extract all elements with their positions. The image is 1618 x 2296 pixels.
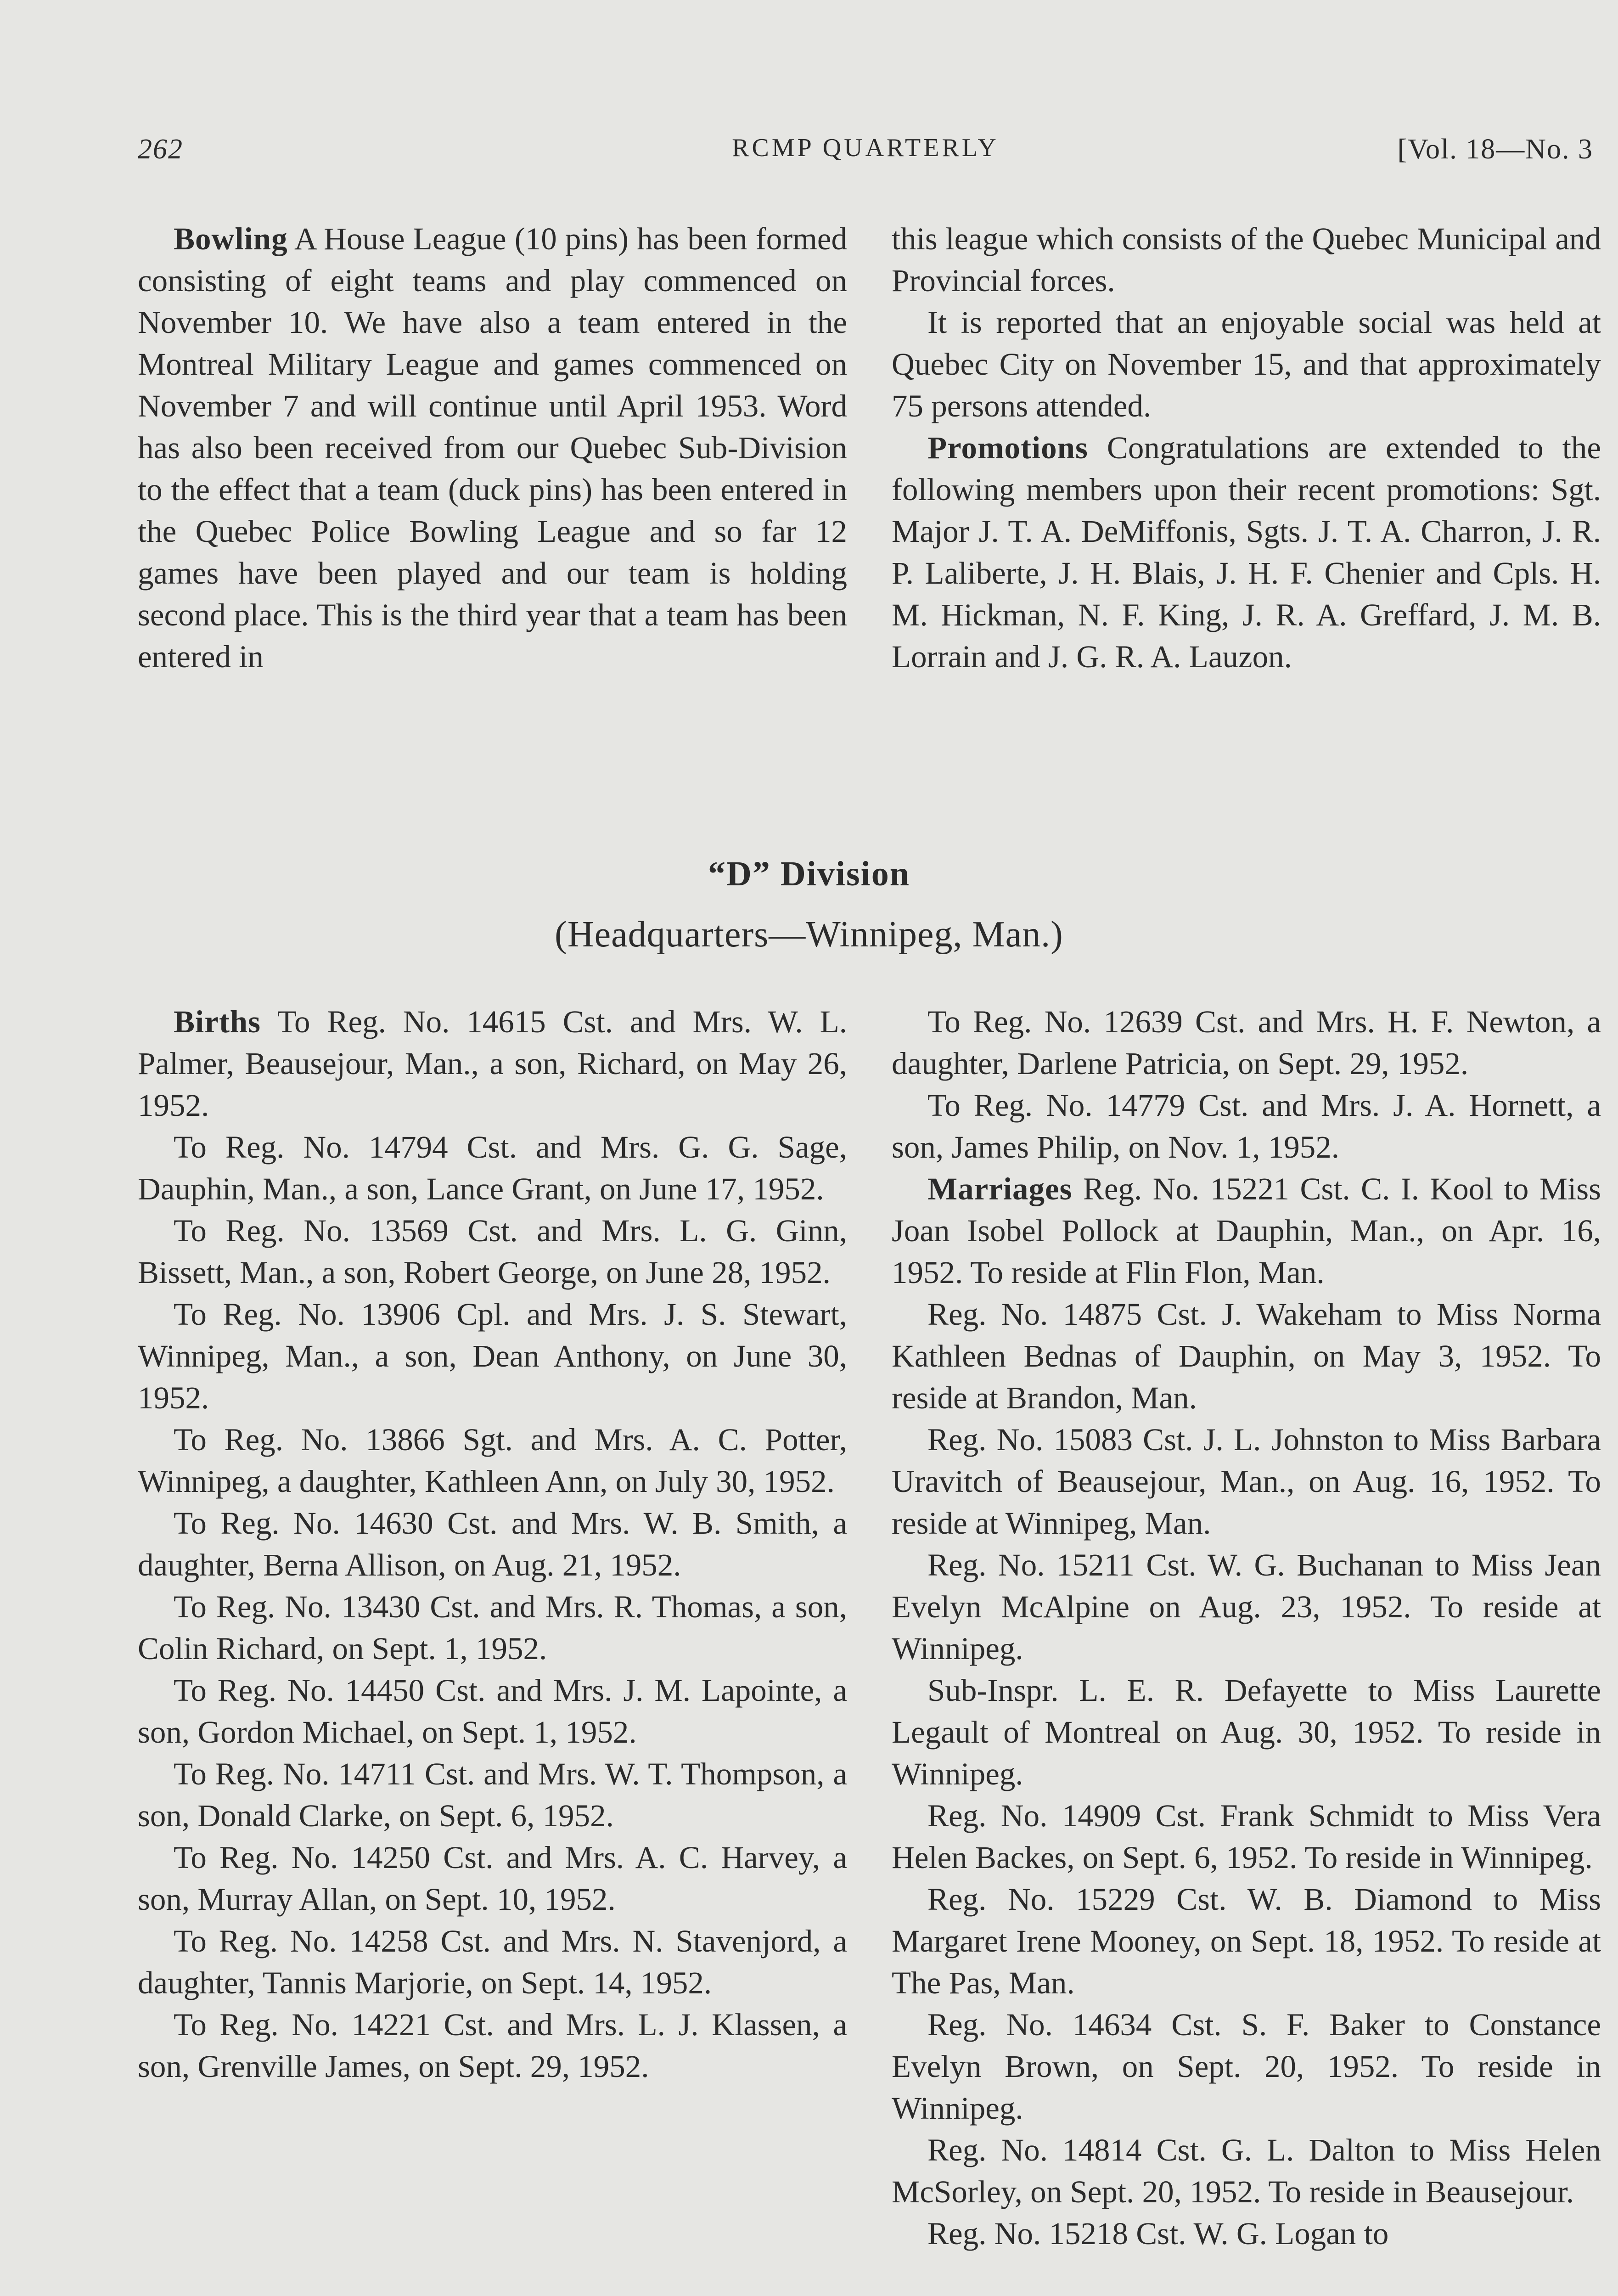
births-column xyxy=(138,1001,847,2088)
marriages-first-entry: Reg. No. 15221 Cst. C. I. Kool to Miss Joan Isobel Pollock at Dauphin, Man., on Apr. 16, 1952. To reside at Flin Flon, Man. xyxy=(892,1171,1601,1290)
births-paragraph xyxy=(138,1001,847,1126)
birth-entry: To Reg. No. 14630 Cst. and Mrs. W. B. Smith, a daughter, Berna Allison, on Aug. 21, 1952. xyxy=(138,1506,847,1582)
bowling-heading: Bowling xyxy=(174,221,288,256)
birth-entry: To Reg. No. 14221 Cst. and Mrs. L. J. Klassen, a son, Grenville James, on Sept. 29, 1952. xyxy=(138,2007,847,2084)
birth-entry: To Reg. No. 14258 Cst. and Mrs. N. Stavenjord, a daughter, Tannis Marjorie, on Sept. 14, 1952. xyxy=(138,1924,847,2000)
marriage-entry: Reg. No. 14814 Cst. G. L. Dalton to Miss Helen McSorley, on Sept. 20, 1952. To reside in Beausejour. xyxy=(892,2133,1601,2209)
birth-entry: To Reg. No. 13866 Sgt. and Mrs. A. C. Potter, Winnipeg, a daughter, Kathleen Ann, on July 30, 1952. xyxy=(138,1422,847,1499)
marriages-paragraph xyxy=(892,1168,1601,1294)
promotions-paragraph xyxy=(892,427,1601,678)
bowling-column xyxy=(138,218,847,678)
birth-entry: To Reg. No. 14250 Cst. and Mrs. A. C. Harvey, a son, Murray Allan, on Sept. 10, 1952. xyxy=(138,1840,847,1917)
birth-entry: To Reg. No. 14779 Cst. and Mrs. J. A. Hornett, a son, James Philip, on Nov. 1, 1952. xyxy=(892,1088,1601,1165)
births-first-entry: To Reg. No. 14615 Cst. and Mrs. W. L. Palmer, Beausejour, Man., a son, Richard, on May 26, 1952. xyxy=(138,1004,847,1123)
running-head xyxy=(138,133,1593,170)
birth-entry: To Reg. No. 13569 Cst. and Mrs. L. G. Ginn, Bissett, Man., a son, Robert George, on June 28, 1952. xyxy=(138,1213,847,1290)
births-heading: Births xyxy=(174,1004,261,1039)
birth-entry: To Reg. No. 13906 Cpl. and Mrs. J. S. Stewart, Winnipeg, Man., a son, Dean Anthony, on June 30, 1952. xyxy=(138,1297,847,1415)
social-paragraph: It is reported that an enjoyable social was held at Quebec City on November 15, and that approximately 75 persons attended. xyxy=(892,305,1601,423)
division-subtitle: (Headquarters—Winnipeg, Man.) xyxy=(555,914,1063,955)
birth-entry: To Reg. No. 12639 Cst. and Mrs. H. F. Newton, a daughter, Darlene Patricia, on Sept. 29, 1952. xyxy=(892,1004,1601,1081)
bowling-continued-column xyxy=(892,218,1601,678)
marriage-entry: Reg. No. 14875 Cst. J. Wakeham to Miss Norma Kathleen Bednas of Dauphin, on May 3, 1952. To reside at Brandon, Man. xyxy=(892,1297,1601,1415)
marriage-entry: Reg. No. 15211 Cst. W. G. Buchanan to Miss Jean Evelyn McAlpine on Aug. 23, 1952. To reside at Winnipeg. xyxy=(892,1548,1601,1666)
journal-title: RCMP QUARTERLY xyxy=(732,134,999,162)
marriage-entry: Reg. No. 15218 Cst. W. G. Logan to xyxy=(927,2216,1389,2251)
bowling-paragraph xyxy=(138,218,847,678)
page-number: 262 xyxy=(138,134,183,165)
marriage-entry: Reg. No. 14634 Cst. S. F. Baker to Constance Evelyn Brown, on Sept. 20, 1952. To reside in Winnipeg. xyxy=(892,2007,1601,2126)
marriage-entry: Sub-Inspr. L. E. R. Defayette to Miss Laurette Legault of Montreal on Aug. 30, 1952. To reside in Winnipeg. xyxy=(892,1673,1601,1791)
marriages-column xyxy=(892,1001,1601,2255)
marriage-entry: Reg. No. 14909 Cst. Frank Schmidt to Miss Vera Helen Backes, on Sept. 6, 1952. To reside in Winnipeg. xyxy=(892,1798,1601,1875)
promotions-text: Congratulations are extended to the following members upon their recent promotions: Sgt. Major J. T. A. DeMiffonis, Sgts. J. T. A. Charron, J. R. P. Laliberte, J. H. Blais, J. H. F. Chenier and Cpls. H. M. Hickman, N. F. King, J. R. A. Greffard, J. M. B. Lorrain and J. G. R. A. Lauzon. xyxy=(892,430,1601,674)
marriage-entry: Reg. No. 15229 Cst. W. B. Diamond to Miss Margaret Irene Mooney, on Sept. 18, 1952. To reside at The Pas, Man. xyxy=(892,1882,1601,2000)
birth-entry: To Reg. No. 14450 Cst. and Mrs. J. M. Lapointe, a son, Gordon Michael, on Sept. 1, 1952. xyxy=(138,1673,847,1750)
birth-entry: To Reg. No. 14794 Cst. and Mrs. G. G. Sage, Dauphin, Man., a son, Lance Grant, on June 17, 1952. xyxy=(138,1130,847,1206)
birth-entry: To Reg. No. 14711 Cst. and Mrs. W. T. Thompson, a son, Donald Clarke, on Sept. 6, 1952. xyxy=(138,1756,847,1833)
bowling-continued: this league which consists of the Quebec Municipal and Provincial forces. xyxy=(892,221,1601,298)
marriages-heading: Marriages xyxy=(927,1171,1073,1206)
division-title: “D” Division xyxy=(708,855,910,893)
volume-number: [Vol. 18—No. 3 xyxy=(1397,134,1593,165)
marriage-entry: Reg. No. 15083 Cst. J. L. Johnston to Miss Barbara Uravitch of Beausejour, Man., on Aug. 16, 1952. To reside at Winnipeg, Man. xyxy=(892,1422,1601,1541)
bowling-text: A House League (10 pins) has been formed consisting of eight teams and play commenced on November 10. We have also a team entered in the Montreal Military League and games commenced on November 7 and will continue until April 1953. Word has also been received from our Quebec Sub-Division to the effect that a team (duck pins) has been entered in the Quebec Police Bowling League and so far 12 games have been played and our team is holding second place. This is the third year that a team has been entered in xyxy=(138,221,847,674)
birth-entry: To Reg. No. 13430 Cst. and Mrs. R. Thomas, a son, Colin Richard, on Sept. 1, 1952. xyxy=(138,1589,847,1666)
promotions-heading: Promotions xyxy=(927,430,1088,465)
